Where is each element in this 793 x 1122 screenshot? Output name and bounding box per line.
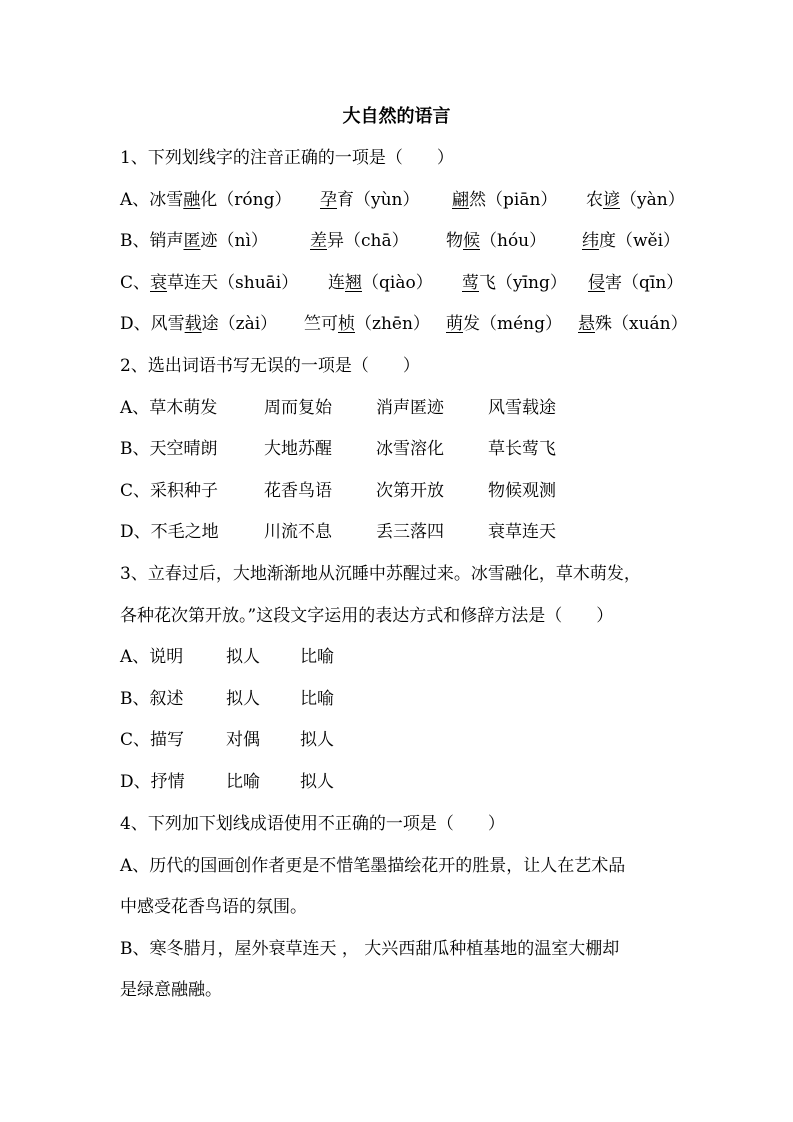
q3-option-a: [120, 645, 420, 669]
q2-c-word-4: 物候观测: [488, 481, 556, 501]
q1-option-a: [120, 188, 685, 212]
q2-b-word-3: 冰雪溶化: [376, 439, 444, 459]
q2-d-word-2: 川流不息: [264, 522, 332, 542]
q1-b-item-2: 差异（chā）: [310, 231, 409, 251]
q1-b-item-4: 纬度（wěi）: [582, 231, 681, 251]
q3-option-b: [120, 687, 420, 711]
q4-option-b-line-2: 是绿意融融。: [120, 980, 222, 1000]
q2-a-word-4: 风雪载途: [488, 398, 556, 418]
q1-d-item-2: 竺可桢（zhēn）: [304, 314, 430, 334]
q1-option-d: [120, 312, 688, 336]
q3-option-c: [120, 728, 420, 752]
q1-stem: 1、下列划线字的注音正确的一项是（ ）: [120, 148, 454, 168]
q3-d-word-3: 拟人: [300, 772, 334, 792]
q4-option-a-line-2: 中感受花香鸟语的氛围。: [120, 897, 307, 917]
q2-d-word-3: 丢三落四: [376, 522, 444, 542]
q1-b-item-3: 物候（hóu）: [446, 231, 547, 251]
q1-d-item-3: 萌发（méng）: [446, 314, 563, 334]
q3-b-word-3: 比喻: [300, 689, 334, 709]
q2-c-word-2: 花香鸟语: [264, 481, 332, 501]
q2-d-word-4: 衰草连天: [488, 522, 556, 542]
q4-option-b-line-1: B、寒冬腊月，屋外衰草连天 ， 大兴西甜瓜种植基地的温室大棚却: [120, 939, 620, 959]
q1-a-item-2: 孕育（yùn）: [320, 190, 420, 210]
q4-option-a-line-1: A、历代的国画创作者更是不惜笔墨描绘花开的胜景，让人在艺术品: [120, 856, 626, 876]
q2-stem: 2、选出词语书写无误的一项是（ ）: [120, 356, 420, 376]
document-title: 大自然的语言: [342, 106, 451, 127]
q1-c-item-3: 莺飞（yīng）: [462, 273, 567, 293]
q1-option-b: [120, 229, 680, 253]
q1-a-item-4: 农谚（yàn）: [586, 190, 685, 210]
q2-d-word-1: D、不毛之地: [120, 522, 219, 542]
q2-option-c: [120, 479, 680, 503]
q2-a-word-2: 周而复始: [264, 398, 332, 418]
q1-c-item-2: 连翘（qiào）: [328, 273, 433, 293]
q3-a-word-1: A、说明: [120, 647, 184, 667]
q2-b-word-1: B、天空晴朗: [120, 439, 218, 459]
q1-c-item-4: 侵害（qīn）: [588, 273, 684, 293]
q3-b-word-1: B、叙述: [120, 689, 184, 709]
q2-c-word-3: 次第开放: [376, 481, 444, 501]
q2-option-a: [120, 396, 680, 420]
q2-option-d: [120, 520, 680, 544]
q2-b-word-2: 大地苏醒: [264, 439, 332, 459]
q2-a-word-1: A、草木萌发: [120, 398, 218, 418]
q3-d-word-1: D、抒情: [120, 772, 185, 792]
q4-stem: 4、下列加下划线成语使用不正确的一项是（ ）: [120, 814, 505, 834]
q3-c-word-3: 拟人: [300, 730, 334, 750]
q3-b-word-2: 拟人: [226, 689, 260, 709]
q1-a-item-3: 翩然（piān）: [452, 190, 558, 210]
q3-a-word-3: 比喻: [300, 647, 334, 667]
q2-b-word-4: 草长莺飞: [488, 439, 556, 459]
q1-c-item-1: C、衰草连天（shuāi）: [120, 273, 299, 293]
q1-d-item-1: D、风雪载途（zài）: [120, 314, 278, 334]
q1-option-c: [120, 271, 684, 295]
q3-stem-line-2: 各种花次第开放。”这段文字运用的表达方式和修辞方法是（ ）: [120, 606, 614, 626]
q3-c-word-2: 对偶: [226, 730, 260, 750]
q1-a-item-1: A、冰雪融化（róng）: [120, 190, 292, 210]
q3-option-d: [120, 770, 420, 794]
q3-c-word-1: C、描写: [120, 730, 185, 750]
q3-stem-line-1: 3、立春过后，大地渐渐地从沉睡中苏醒过来。冰雪融化，草木萌发，: [120, 564, 641, 584]
q3-a-word-2: 拟人: [226, 647, 260, 667]
q1-d-item-4: 悬殊（xuán）: [578, 314, 688, 334]
q2-a-word-3: 消声匿迹: [376, 398, 444, 418]
q3-d-word-2: 比喻: [226, 772, 260, 792]
q2-option-b: [120, 437, 680, 461]
q2-c-word-1: C、采积种子: [120, 481, 219, 501]
q1-b-item-1: B、销声匿迹（nì）: [120, 231, 268, 251]
